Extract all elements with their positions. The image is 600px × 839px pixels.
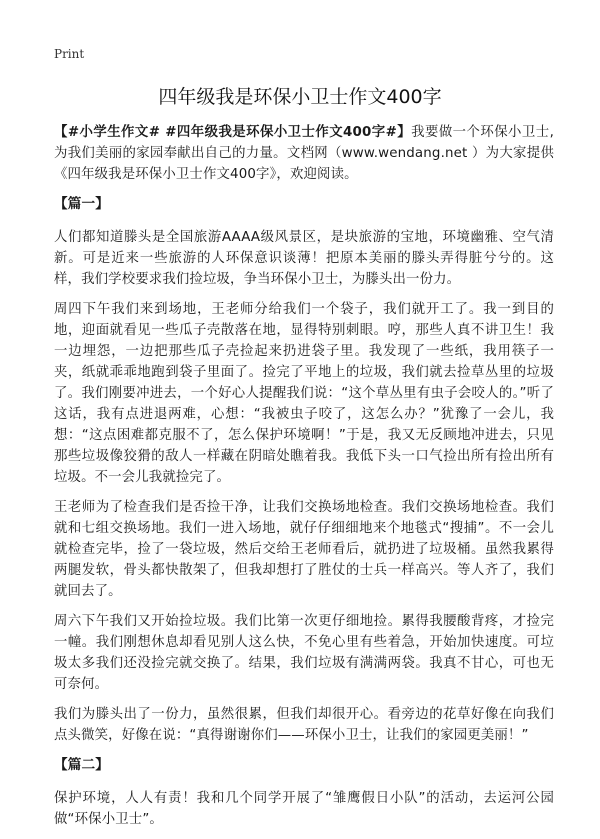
body-paragraph: 我们为滕头出了一份力，虽然很累，但我们却很开心。看旁边的花草好像在向我们点头微笑，好像在说：“真得谢谢你们——环保小卫士，让我们的家园更美丽！” — [54, 707, 554, 743]
body-paragraph: 周六下午我们又开始捡垃圾。我们比第一次更仔细地捡。累得我腰酸背疼，才捡完一幢。我们刚想休息却看见别人这么快，不免心里有些着急，开始加快速度。可垃圾太多我们还没捡完就交换了。结果，我们垃圾有满满两袋。我真不甘心，可也无可奈何。 — [54, 614, 554, 692]
body-paragraph: 王老师为了检查我们是否捡干净，让我们交换场地检查。我们交换场地检查。我们就和七组交换场地。我们一进入场地，就仔仔细细地来个地毯式“搜捕”。不一会儿就检查完毕，捡了一袋垃圾，然后交给王老师看后，就扔进了垃圾桶。虽然我累得两腿发软，骨头都快散架了，但我却想打了胜仗的士兵一样高兴。等人齐了，我们就回去了。 — [54, 500, 554, 599]
intro-text: 我要做一个环保小卫士,为我们美丽的家园奉献出自己的力量。文档网（www.wendang.net ）为大家提供《四年级我是环保小卫士作文400字》，欢迎阅读。 — [54, 125, 555, 182]
intro-paragraph — [54, 122, 554, 185]
body-paragraph: 保护环境，人人有责！我和几个同学开展了“雏鹰假日小队”的活动，去运河公园做“环保小卫士”。 — [54, 791, 554, 827]
page-title: 四年级我是环保小卫士作文400字 — [158, 86, 442, 108]
print-link[interactable]: Print — [54, 47, 85, 61]
article-tags: 【#小学生作文# #四年级我是环保小卫士作文400字#】 — [54, 125, 412, 140]
section-heading-2: 【篇二】 — [54, 757, 109, 773]
body-paragraph: 周四下午我们来到场地，王老师分给我们一个袋子，我们就开工了。我一到目的地，迎面就看见一些瓜子壳散落在地，显得特别刺眼。哼，那些人真不讲卫生！我一边埋怨，一边把那些瓜子壳捡起来扔进袋子里。我发现了一些纸，我用筷子一夹，纸就乖乖地跑到袋子里面了。捡完了平地上的垃圾，我们就去捡草丛里的垃圾了。我们刚要冲进去，一个好心人提醒我们说：“这个草丛里有虫子会咬人的。”听了这话，我有点进退两难，心想：“我被虫子咬了，这怎么办？”犹豫了一会儿，我想：“这点困难都克服不了，怎么保护环境啊！”于是，我又无反顾地冲进去，只见那些垃圾像狡猾的敌人一样藏在阴暗处瞧着我。我低下头一口气捡出所有捡出所有垃圾。不一会儿我就捡完了。 — [54, 302, 554, 485]
section-heading-1: 【篇一】 — [54, 196, 109, 212]
article-body — [54, 122, 554, 839]
body-paragraph: 人们都知道滕头是全国旅游AAAA级风景区，是块旅游的宝地，环境幽雅、空气清新。可是近来一些旅游的人环保意识谈薄！把原本美丽的滕头弄得脏兮兮的。这样，我们学校要求我们捡垃圾，争当环保小卫士，为滕头出一份力。 — [54, 230, 554, 287]
